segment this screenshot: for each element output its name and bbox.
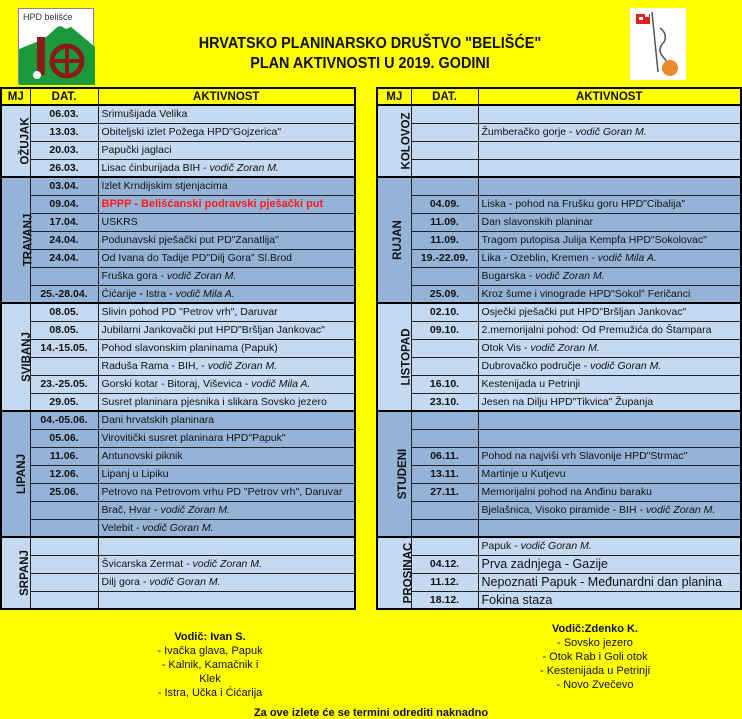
activity-cell xyxy=(98,393,355,411)
table-row xyxy=(1,141,355,159)
date-cell xyxy=(411,123,478,141)
activity-cell xyxy=(98,141,355,159)
date-cell: 03.04. xyxy=(30,177,98,195)
activity-cell xyxy=(478,429,741,447)
activity-cell xyxy=(478,213,741,231)
table-row xyxy=(1,303,355,321)
date-cell xyxy=(30,501,98,519)
activity-text: Dan slavonskih planinar xyxy=(481,216,593,228)
table-row xyxy=(1,321,355,339)
table-row xyxy=(377,141,741,159)
activity-guide: vodič Zoran M. xyxy=(530,342,600,354)
activity-cell xyxy=(98,321,355,339)
date-cell: 09.10. xyxy=(411,321,478,339)
activity-text: Fokina staza xyxy=(481,592,553,607)
date-cell: 06.03. xyxy=(30,105,98,123)
table-row xyxy=(377,213,741,231)
activity-cell xyxy=(478,303,741,321)
month-label: SRPANJ xyxy=(18,550,31,596)
activity-cell xyxy=(98,159,355,177)
activity-text: Gorski kotar - Bitoraj, Viševica - xyxy=(101,378,252,390)
club-logo xyxy=(18,8,94,84)
activity-cell xyxy=(98,537,355,555)
activity-cell xyxy=(98,447,355,465)
activity-cell xyxy=(98,411,355,429)
activity-table-left xyxy=(0,87,356,610)
activity-text: Liska - pohod na Frušku goru HPD"Cibalija" xyxy=(481,198,686,210)
activity-text: BPPP - Belišćanski podravski pješački put xyxy=(101,198,324,210)
activity-text: Kestenijada u Petrinji xyxy=(481,378,581,390)
table-row xyxy=(1,411,355,429)
table-row xyxy=(1,177,355,195)
column-header-activity: AKTIVNOST xyxy=(478,88,741,105)
table-row xyxy=(377,483,741,501)
guide-list-zdenko xyxy=(530,622,660,692)
table-row xyxy=(1,159,355,177)
table-row xyxy=(1,105,355,123)
table-row xyxy=(377,591,741,609)
activity-cell xyxy=(478,285,741,303)
date-cell xyxy=(411,177,478,195)
table-row xyxy=(377,447,741,465)
guide-item: - Novo Zvečevo xyxy=(556,679,634,691)
table-row xyxy=(377,519,741,537)
table-row xyxy=(377,303,741,321)
table-row xyxy=(377,393,741,411)
activity-text: Lipanj u Lipiku xyxy=(101,468,169,480)
date-cell: 04.-05.06. xyxy=(30,411,98,429)
table-row xyxy=(377,501,741,519)
date-cell: 08.05. xyxy=(30,321,98,339)
date-cell: 25.09. xyxy=(411,285,478,303)
activity-text: Prva zadnjega - Gazije xyxy=(481,557,608,571)
activity-cell xyxy=(98,285,355,303)
hiker-mascot-image xyxy=(630,8,686,80)
table-row xyxy=(1,429,355,447)
activity-cell xyxy=(478,537,741,555)
activity-cell xyxy=(478,519,741,537)
activity-cell xyxy=(98,249,355,267)
activity-guide: vodič Goran M. xyxy=(142,521,214,534)
date-cell: 27.11. xyxy=(411,483,478,501)
activity-cell xyxy=(98,267,355,285)
activity-guide: vodič Zoran M. xyxy=(207,360,278,372)
date-cell: 04.09. xyxy=(411,195,478,213)
date-cell: 24.04. xyxy=(30,231,98,249)
date-cell xyxy=(411,537,478,555)
date-cell: 14.-15.05. xyxy=(30,339,98,357)
activity-cell xyxy=(98,357,355,375)
month-label: KOLOVOZ xyxy=(400,112,413,170)
activity-text: Raduša Rama - BIH, - xyxy=(101,360,208,372)
date-cell: 11.09. xyxy=(411,213,478,231)
month-label: OŽUJAK xyxy=(19,117,32,165)
table-row xyxy=(377,321,741,339)
activity-cell xyxy=(98,195,355,213)
guide-item: - Kestenijada u Petrinji xyxy=(539,665,651,677)
table-row xyxy=(1,339,355,357)
date-cell: 11.09. xyxy=(411,231,478,249)
table-row xyxy=(377,123,741,141)
table-row xyxy=(1,231,355,249)
table-row xyxy=(377,231,741,249)
date-cell: 29.05. xyxy=(30,393,98,411)
table-row xyxy=(377,357,741,375)
table-row xyxy=(377,429,741,447)
activity-text: Ćićarije - Istra - xyxy=(101,287,176,300)
table-row xyxy=(377,411,741,429)
activity-cell xyxy=(478,321,741,339)
month-cell xyxy=(377,105,411,177)
date-cell xyxy=(411,501,478,519)
table-row xyxy=(1,375,355,393)
page-title: HRVATSKO PLANINARSKO DRUŠTVO "BELIŠĆE" xyxy=(198,35,542,52)
activity-cell xyxy=(478,357,741,375)
activity-guide: vodič Mila A. xyxy=(175,287,235,300)
month-cell xyxy=(1,177,35,303)
month-cell xyxy=(377,411,411,537)
guide-item: - Otok Rab i Goli otok xyxy=(542,651,648,663)
date-cell: 25.06. xyxy=(30,483,98,501)
month-cell xyxy=(1,303,33,411)
table-row xyxy=(1,537,355,555)
activity-text: Susret planinara pjesnika i slikara Sovsko jezero xyxy=(101,395,327,408)
activity-cell xyxy=(478,393,741,411)
date-cell xyxy=(30,267,98,285)
activity-text: Obiteljski izlet Požega HPD"Gojzerica" xyxy=(101,126,282,138)
column-header-activity: AKTIVNOST xyxy=(98,88,355,105)
activity-cell xyxy=(98,177,355,195)
activity-text: Srimušijada Velika xyxy=(101,108,188,121)
activity-text: Švicarska Zermat - xyxy=(101,558,193,570)
date-cell xyxy=(411,339,478,357)
table-row xyxy=(377,267,741,285)
activity-text: Antunovski piknik xyxy=(101,450,183,462)
date-cell: 17.04. xyxy=(30,213,98,231)
activity-guide: vodič Goran M. xyxy=(590,360,662,372)
activity-text: Pohod slavonskim planinama (Papuk) xyxy=(101,342,278,354)
table-row xyxy=(1,501,355,519)
activity-text: Pohod na najviši vrh Slavonije HPD"Strmac" xyxy=(481,450,688,462)
month-cell xyxy=(377,537,415,609)
activity-text: Nepoznati Papuk - Međunardni dan planina xyxy=(481,575,722,589)
activity-cell xyxy=(478,555,741,573)
guide-item: - Kalnik, Kamačnik i Klek xyxy=(161,659,259,685)
activity-cell xyxy=(478,177,741,195)
month-label: TRAVANJ xyxy=(22,213,35,267)
table-row xyxy=(377,249,741,267)
page-subtitle: PLAN AKTIVNOSTI U 2019. GODINI xyxy=(250,55,490,72)
activity-guide: vodič Goran M. xyxy=(520,540,592,553)
date-cell: 23.10. xyxy=(411,393,478,411)
table-row xyxy=(1,519,355,537)
month-cell xyxy=(377,303,411,411)
activity-text: Dubrovačko područje - xyxy=(481,360,591,372)
date-cell xyxy=(411,429,478,447)
date-cell: 18.12. xyxy=(411,591,478,609)
activity-guide: vodič Zoran M. xyxy=(535,270,605,282)
activity-guide: vodič Zoran M. xyxy=(192,558,262,570)
activity-guide: vodič Mila A. xyxy=(597,252,657,264)
column-header-date: DAT. xyxy=(411,88,478,105)
table-row xyxy=(377,465,741,483)
activity-guide: vodič Goran M. xyxy=(575,126,647,138)
activity-cell xyxy=(98,213,355,231)
month-cell xyxy=(1,105,30,177)
table-row xyxy=(1,123,355,141)
activity-cell xyxy=(478,573,741,591)
guide-title: Vodič:Zdenko K. xyxy=(552,623,638,635)
footer-note: Za ove izlete će se termini odrediti naknadno xyxy=(253,707,489,719)
activity-text: Bugarska - xyxy=(481,270,536,282)
table-row xyxy=(377,159,741,177)
activity-cell xyxy=(478,231,741,249)
date-cell xyxy=(30,537,98,555)
table-row xyxy=(1,393,355,411)
activity-cell xyxy=(98,303,355,321)
table-row xyxy=(1,267,355,285)
activity-guide: vodič Goran M. xyxy=(149,576,221,588)
activity-text: Papučki jaglaci xyxy=(101,144,172,156)
activity-cell xyxy=(478,141,741,159)
guide-item: - Ivačka glava, Papuk xyxy=(157,645,263,657)
table-row xyxy=(377,195,741,213)
activity-cell xyxy=(478,483,741,501)
date-cell: 26.03. xyxy=(30,159,98,177)
date-cell: 16.10. xyxy=(411,375,478,393)
table-row xyxy=(377,573,741,591)
table-row xyxy=(377,177,741,195)
table-row xyxy=(377,537,741,555)
activity-cell xyxy=(98,231,355,249)
activity-cell xyxy=(478,249,741,267)
activity-cell xyxy=(478,339,741,357)
activity-cell xyxy=(478,447,741,465)
table-row xyxy=(1,195,355,213)
column-header-date: DAT. xyxy=(30,88,98,105)
activity-cell xyxy=(478,501,741,519)
date-cell: 23.-25.05. xyxy=(30,375,98,393)
date-cell xyxy=(30,591,98,609)
activity-text: Dani hrvatskih planinara xyxy=(101,414,215,427)
table-row xyxy=(1,591,355,609)
date-cell: 05.06. xyxy=(30,429,98,447)
month-cell xyxy=(1,537,30,609)
date-cell: 19.-22.09. xyxy=(411,249,478,267)
activity-cell xyxy=(478,195,741,213)
activity-cell xyxy=(98,465,355,483)
activity-cell xyxy=(98,573,355,591)
activity-cell xyxy=(98,501,355,519)
activity-text: Lisac ćinburijada BIH - xyxy=(101,161,210,174)
activity-cell xyxy=(478,591,741,609)
date-cell xyxy=(411,411,478,429)
month-cell xyxy=(377,177,411,303)
activity-text: Od Ivana do Tadije PD"Dilj Gora" Sl.Brod xyxy=(101,252,293,264)
activity-text: Memorijalni pohod na Anđinu baraku xyxy=(481,486,652,498)
date-cell: 13.11. xyxy=(411,465,478,483)
activity-cell xyxy=(98,555,355,573)
activity-guide: vodič Zoran M. xyxy=(166,270,237,282)
date-cell xyxy=(411,267,478,285)
date-cell: 24.04. xyxy=(30,249,98,267)
svg-text:HPD belišće: HPD belišće xyxy=(23,12,73,22)
activity-text: Dilj gora - xyxy=(101,576,150,588)
activity-table-right xyxy=(376,87,742,610)
date-cell: 08.05. xyxy=(30,303,98,321)
table-row xyxy=(377,555,741,573)
table-row xyxy=(1,447,355,465)
activity-text: Virovitički susret planinara HPD"Papuk" xyxy=(101,432,286,444)
date-cell xyxy=(411,357,478,375)
table-row xyxy=(377,285,741,303)
activity-cell xyxy=(478,375,741,393)
date-cell: 06.11. xyxy=(411,447,478,465)
date-cell xyxy=(411,105,478,123)
activity-cell xyxy=(478,411,741,429)
date-cell xyxy=(411,159,478,177)
month-cell xyxy=(1,411,30,537)
activity-text: Jubilarni Jankovački put HPD"Bršljan Jankovac" xyxy=(101,324,325,336)
date-cell xyxy=(411,519,478,537)
date-cell: 11.12. xyxy=(411,573,478,591)
month-label: STUDENI xyxy=(397,448,410,500)
table-row xyxy=(1,573,355,591)
activity-text: Fruška gora - xyxy=(101,270,167,282)
activity-text: Brač, Hvar - xyxy=(101,504,161,516)
table-row xyxy=(377,105,741,123)
activity-text: Petrovo na Petrovom vrhu PD "Petrov vrh", Daruvar xyxy=(101,486,343,498)
activity-cell xyxy=(478,105,741,123)
activity-cell xyxy=(98,105,355,123)
activity-cell xyxy=(478,465,741,483)
table-row xyxy=(377,339,741,357)
date-cell xyxy=(30,519,98,537)
activity-text: Velebit - xyxy=(101,521,143,534)
activity-text: 2.memorijalni pohod: Od Premužića do Štampara xyxy=(481,324,712,336)
column-header-month: MJ xyxy=(377,88,411,105)
activity-cell xyxy=(98,591,355,609)
date-cell: 02.10. xyxy=(411,303,478,321)
activity-text: Martinje u Kutjevu xyxy=(481,468,566,480)
table-row xyxy=(1,465,355,483)
activity-text: Lika - Ozeblin, Kremen - xyxy=(481,252,598,264)
activity-cell xyxy=(98,339,355,357)
activity-text: Papuk - xyxy=(481,540,521,553)
activity-cell xyxy=(478,123,741,141)
activity-cell xyxy=(98,123,355,141)
activity-text: Kroz šume i vinograde HPD"Sokol" Feričanci xyxy=(481,287,691,300)
activity-cell xyxy=(478,267,741,285)
activity-guide: vodič Zoran M. xyxy=(209,161,279,174)
date-cell: 13.03. xyxy=(30,123,98,141)
table-row xyxy=(377,375,741,393)
date-cell xyxy=(30,357,98,375)
month-label: SVIBANJ xyxy=(20,332,33,382)
activity-cell xyxy=(478,159,741,177)
activity-text: USKRS xyxy=(101,216,138,228)
activity-text: Žumberačko gorje - xyxy=(481,126,576,138)
month-label: RUJAN xyxy=(391,220,404,260)
activity-text: Podunavski pješački put PD"Zanatlija" xyxy=(101,234,279,246)
month-label: PROSINAC xyxy=(402,542,415,604)
activity-text: Slivin pohod PD "Petrov vrh", Daruvar xyxy=(101,306,278,319)
activity-text: Osječki pješački put HPD"Bršljan Jankovac" xyxy=(481,306,687,319)
activity-cell xyxy=(98,519,355,537)
date-cell xyxy=(30,573,98,591)
activity-cell xyxy=(98,483,355,501)
activity-guide: vodič Zoran M. xyxy=(160,504,230,516)
guide-title: Vodič: Ivan S. xyxy=(174,631,246,643)
table-row xyxy=(1,285,355,303)
activity-text: Otok Vis - xyxy=(481,342,531,354)
activity-text: Izlet Krndijskim stjenjacima xyxy=(101,180,228,193)
date-cell xyxy=(411,141,478,159)
date-cell: 25.-28.04. xyxy=(30,285,98,303)
table-row xyxy=(1,555,355,573)
activity-text: Bjelašnica, Visoko piramide - BIH - xyxy=(481,504,646,516)
date-cell: 09.04. xyxy=(30,195,98,213)
activity-guide: vodič Zoran M. xyxy=(645,504,716,516)
month-label: LIPANJ xyxy=(16,453,29,495)
guide-item: - Sovsko jezero xyxy=(557,637,633,649)
date-cell: 20.03. xyxy=(30,141,98,159)
table-row xyxy=(1,213,355,231)
guide-list-ivan xyxy=(150,630,270,700)
activity-cell xyxy=(98,375,355,393)
activity-guide: vodič Mila A. xyxy=(251,378,311,390)
date-cell: 04.12. xyxy=(411,555,478,573)
activity-cell xyxy=(98,429,355,447)
table-row xyxy=(1,249,355,267)
guide-item: - Istra, Učka i Ćićarija xyxy=(157,687,263,699)
date-cell: 12.06. xyxy=(30,465,98,483)
date-cell: 11.06. xyxy=(30,447,98,465)
date-cell xyxy=(30,555,98,573)
activity-text: Jesen na Dilju HPD"Tikvica" Županja xyxy=(481,395,654,408)
activity-text: Tragom putopisa Julija Kempfa HPD"Sokolovac" xyxy=(481,234,707,246)
month-label: LISTOPAD xyxy=(400,328,413,386)
table-row xyxy=(1,483,355,501)
column-header-month: MJ xyxy=(1,88,30,105)
table-row xyxy=(1,357,355,375)
